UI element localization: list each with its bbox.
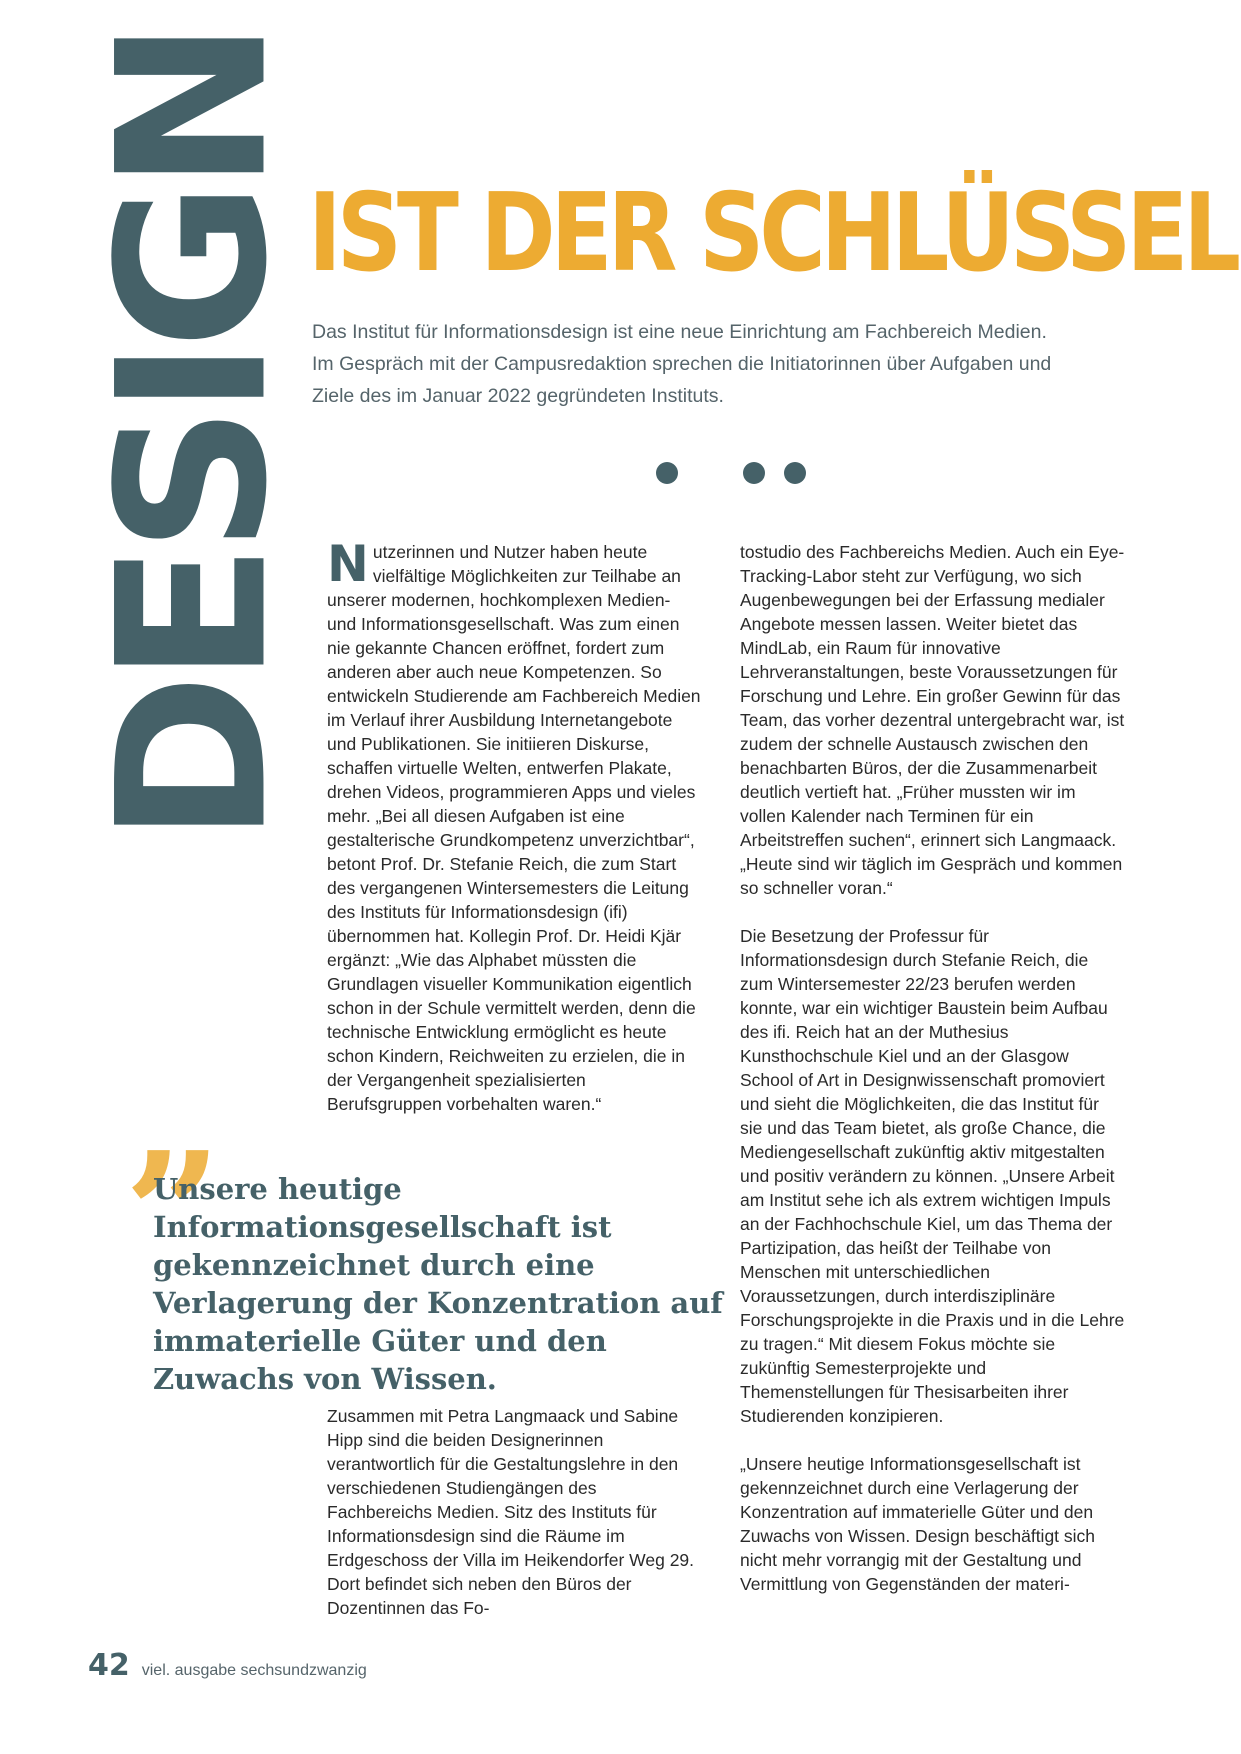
article-paragraph-2-continued: tostudio des Fachbereichs Medien. Auch ein Eye-Tracking-Labor steht zur Verfügung, wo sich Augenbewegungen bei der Erfassung medialer Angebote messen lassen. Weiter bietet das MindLab, ein Raum für innovative Lehrveranstaltungen, beste Voraussetzungen für Forschung und Lehre. Ein großer Gewinn für das Team, das vorher dezentral untergebracht war, ist zudem der schnelle Austausch zwischen den benachbarten Büros, der die Zusammenarbeit deutlich vertieft hat. „Früher mussten wir im vollen Kalender nach Terminen für ein Arbeitstreffen suchen“, erinnert sich Langmaack. „Heute sind wir täglich im Gespräch und kommen so schneller voran.“ <box>740 542 1125 898</box>
vertical-title-word <box>74 29 313 843</box>
dot-icon <box>784 462 806 484</box>
article-column-right <box>740 540 1125 1596</box>
article-paragraph-1 <box>327 535 702 1116</box>
quote-mark-icon: ” <box>124 1115 222 1315</box>
decorative-dots <box>0 462 1241 486</box>
drop-cap: N <box>327 535 369 593</box>
article-paragraph-4: „Unsere heutige Informationsgesellschaft ist gekennzeichnet durch eine Verlagerung der Konzentration auf immaterielle Güter und den Zuwachs von Wissen. Design beschäftigt sich nicht mehr vorrangig mit der Gestaltung und Vermittlung von Gegenständen der materi- <box>740 1454 1096 1594</box>
page-footer <box>88 1648 367 1683</box>
article-paragraph-2: Zusammen mit Petra Langmaack und Sabine Hipp sind die beiden Designerinnen verantwortlich für die Gestaltungslehre in den verschiedenen Studiengängen des Fachbereichs Medien. Sitz des Instituts für Informationsdesign sind die Räume im Erdgeschoss der Villa im Heikendorfer Weg 29. Dort befindet sich neben den Büros der Dozentinnen das Fo- <box>327 1406 695 1618</box>
article-column-left-lower <box>327 1404 702 1620</box>
article-column-left <box>327 535 702 1116</box>
page-number: 42 <box>88 1648 130 1683</box>
lead-paragraph: Das Institut für Informationsdesign ist eine neue Einrichtung am Fachbereich Medien. Im Gespräch mit der Campusredaktion sprechen die Initiatorinnen über Aufgaben und Ziele des im Januar 2022 gegründeten Instituts. <box>312 321 1052 407</box>
headline: IST DER SCHLÜSSEL <box>308 171 1237 296</box>
publication-name: viel. ausgabe sechsundzwanzig <box>141 1662 367 1679</box>
article-paragraph-3: Die Besetzung der Professur für Informationsdesign durch Stefanie Reich, die zum Wintersemester 22/23 berufen werden konnte, war ein wichtiger Baustein beim Aufbau des ifi. Reich hat an der Muthesius Kunsthochschule Kiel und an der Glasgow School of Art in Designwissenschaft promoviert und sieht die Möglichkeiten, die das Institut für sie und das Team bietet, als große Chance, die Mediengesellschaft zukünftig aktiv mitgestalten und positiv verändern zu können. „Unsere Arbeit am Institut sehe ich als extrem wichtigen Impuls an der Fachhochschule Kiel, um das Thema der Partizipation, das heißt der Teilhabe von Menschen mit unterschiedlichen Voraussetzungen, durch interdisziplinäre Forschungsprojekte in die Praxis und in die Lehre zu tragen.“ Mit diesem Fokus möchte sie zukünftig Semesterprojekte und Themenstellungen für Thesisarbeiten ihrer Studierenden konzipieren. <box>740 926 1125 1426</box>
paragraph-text: utzerinnen und Nutzer haben heute vielfältige Möglichkeiten zur Teilhabe an unserer modernen, hochkomplexen Medien- und Informationsgesellschaft. Was zum einen nie gekannte Chancen eröffnet, fordert zum anderen aber auch neue Kompetenzen. So entwickeln Studierende am Fachbereich Medien im Verlauf ihrer Ausbildung Internetangebote und Publikationen. Sie initiieren Diskurse, schaffen virtuelle Welten, entwerfen Plakate, drehen Videos, programmieren Apps und vieles mehr. „Bei all diesen Aufgaben ist eine gestalterische Grundkompetenz unverzichtbar“, betont Prof. Dr. Stefanie Reich, die zum Start des vergangenen Wintersemesters die Leitung des Instituts für Informationsdesign (ifi) übernommen hat. Kollegin Prof. Dr. Heidi Kjär ergänzt: „Wie das Alphabet müssten die Grundlagen visueller Kommunikation eigentlich schon in der Schule vermittelt werden, denn die technische Entwicklung ermöglicht es heute schon Kindern, Reichweiten zu erzielen, die in der Vergangenheit spezialisierten Berufsgruppen vorbehalten waren.“ <box>327 542 701 1114</box>
vertical-title-text: DESIGN <box>74 29 313 843</box>
dot-icon <box>743 462 765 484</box>
dot-icon <box>656 462 678 484</box>
pull-quote: Unsere heutige Informationsgesellschaft ist gekennzeichnet durch eine Verlagerung der Konzentration auf immaterielle Güter und den Zuwachs von Wissen. <box>153 1172 723 1396</box>
